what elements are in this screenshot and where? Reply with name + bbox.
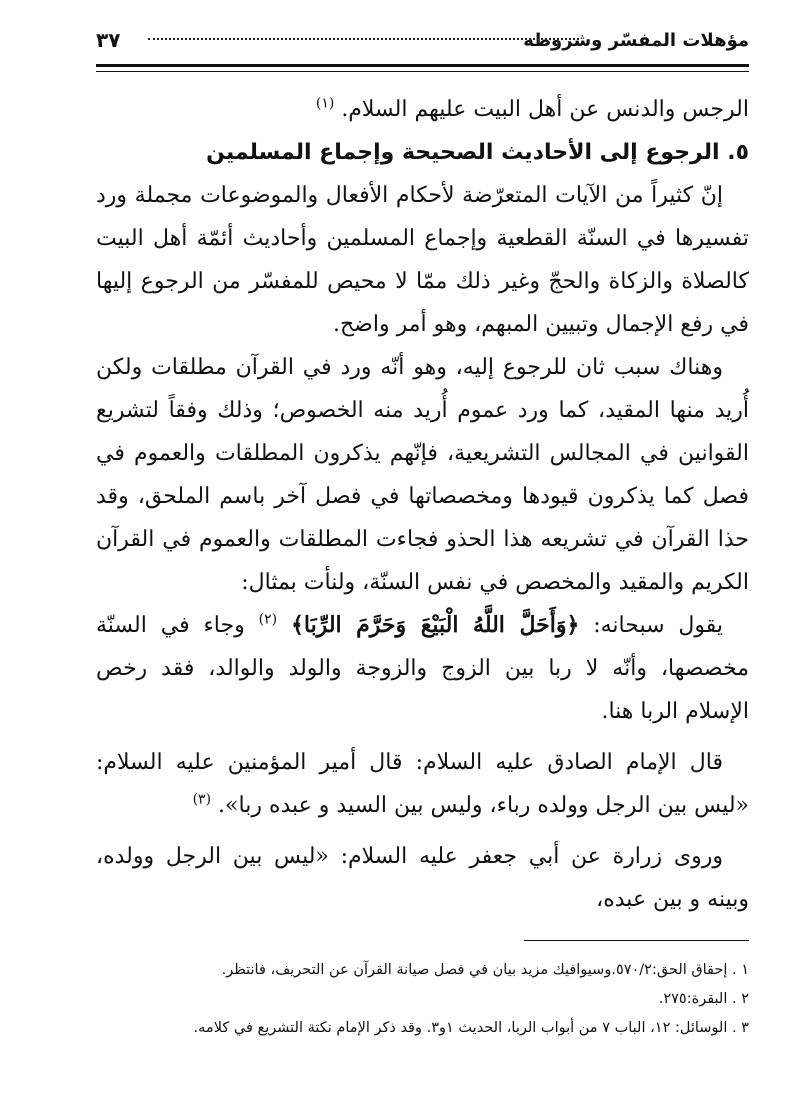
header-dot-leader <box>148 38 579 40</box>
paragraph-4 <box>96 741 749 827</box>
footnote-ref-2: (٢) <box>258 611 278 628</box>
footnotes <box>96 956 749 1043</box>
paragraph-1: إنّ كثيراً من الآيات المتعرّضة لأحكام الأفعال والموضوعات مجملة ورد تفسيرها في السنّة القطعية وإجماع المسلمين وأحاديث أئمّة أهل البيت كالصلاة والزكاة والحجّ وغير ذلك ممّا لا محيص للمفسّر من الرجوع إليها في رفع الإجمال وتبيين المبهم، وهو أمر واضح. <box>96 183 749 337</box>
header-rule-thin <box>96 71 749 72</box>
paragraph-3 <box>96 604 749 733</box>
paragraph-continuation <box>96 88 749 131</box>
section-heading: ٥. الرجوع إلى الأحاديث الصحيحة وإجماع المسلمين <box>206 140 749 165</box>
spacer <box>96 827 749 835</box>
footnote-ref-3: (٣) <box>192 791 212 808</box>
footnote-item: ٣ . الوسائل: ١٢، الباب ٧ من أبواب الربا، الحديث ١و٣. وقد ذكر الإمام نكتة التشريع في كلامه. <box>193 1020 749 1036</box>
paragraph-text: يقول سبحانه: <box>579 613 723 638</box>
paragraph-text: وجاء في السنّة مخصصها، وأنّه لا ربا بين الزوج والزوجة والولد والوالد، فقد رخص الإسلام الربا هنا. <box>96 613 749 724</box>
header-rule-thick <box>96 64 749 67</box>
header-title: مؤهلات المفسّر وشروطه <box>523 30 749 51</box>
page-number: ٣٧ <box>96 28 121 52</box>
body-text <box>96 88 749 921</box>
running-header <box>96 26 749 58</box>
paragraph-text: الرجس والدنس عن أهل البيت عليهم السلام. <box>341 97 749 122</box>
footnote-item: ١ . إحقاق الحق:٥٧٠/٢.وسيوافيك مزيد بيان في فصل صيانة القرآن عن التحريف، فانتظر. <box>221 962 749 978</box>
footnote-separator <box>524 940 749 941</box>
quran-verse: ﴿وَأَحَلَّ اللَّهُ الْبَيْعَ وَحَرَّمَ الرِّبَا﴾ <box>290 612 580 638</box>
paragraph-2: وهناك سبب ثان للرجوع إليه، وهو أنّه ورد في القرآن مطلقات ولكن أُريد منها المقيد، كما ورد عموم أُريد منه الخصوص؛ وذلك وفقاً لتشريع القوانين في المجالس التشريعية، فإنّهم يذكرون المطلقات والعموم في فصل كما يذكرون قيودها ومخصصاتها في فصل آخر باسم الملحق، وقد حذا القرآن في تشريعه هذا الحذو فجاءت المطلقات والعموم في القرآن الكريم والمقيد والمخصص في نفس السنّة، ولنأت بمثال: <box>96 355 749 595</box>
footnote-ref-1: (١) <box>315 95 335 112</box>
spacer <box>96 733 749 741</box>
paragraph-5: وروى زرارة عن أبي جعفر عليه السلام: «ليس بين الرجل وولده، وبينه و بين عبده، <box>96 844 749 912</box>
footnote-item: ٢ . البقرة:٢٧٥. <box>658 991 749 1007</box>
paragraph-text: قال الإمام الصادق عليه السلام: قال أمير المؤمنين عليه السلام: «ليس بين الرجل وولده رباء، وليس بين السيد و عبده ربا». <box>96 750 749 818</box>
